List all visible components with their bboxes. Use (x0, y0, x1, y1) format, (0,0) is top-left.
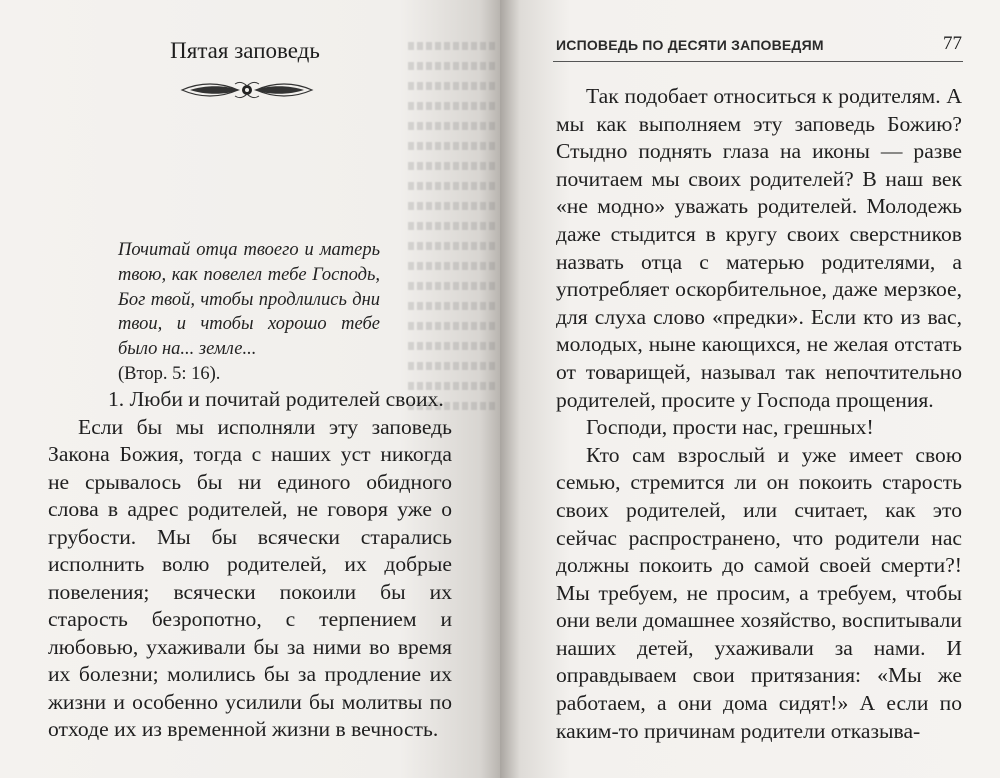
epigraph-text: Почитай отца твоего и матерь твою, как повелел тебе Господь, Бог твой, чтобы продлились дни твои, и чтобы хорошо тебе было на... земле... (118, 240, 380, 360)
epigraph (118, 238, 380, 387)
page-number: 77 (943, 33, 962, 54)
left-body-text (48, 386, 452, 744)
right-body-text (556, 83, 962, 745)
running-head: ИСПОВЕДЬ ПО ДЕСЯТИ ЗАПОВЕДЯМ (556, 37, 824, 53)
chapter-title: Пятая заповедь (170, 38, 320, 63)
paragraph: Кто сам взрослый и уже имеет свою семью, стремится ли он покоить старость своих родителей, или считает, как это сейчас распространено, что родители нас должны покоить до самой своей смерти?! Мы требуем, не просим, а требуем, чтобы они вели домашнее хозяйство, воспитывали наших детей, ухаживали за нами. И оправдываем свои притязания: «Мы же работаем, а они дома сидят!» А если по каким-то причинам родители отказыва- (556, 442, 962, 743)
numbered-heading: 1. Люби и почитай родителей своих. (108, 387, 444, 411)
paragraph: Так подобает относиться к родителям. А мы как выполняем эту заповедь Божию? Стыдно поднять глаза на иконы — разве почитаем мы своих родителей? В наш век «не модно» уважать родителей. Молодежь даже стыдится в кругу своих сверстников назвать отца с матерью родителями, а употребляет оскорбительное, даже мерзкое, для слуха слово «предки». Если кто из вас, молодых, ныне кающихся, не желая отстать от товарищей, называл так непочтительно родителей, просите у Господа прощения. (556, 84, 962, 412)
paragraph: Если бы мы исполняли эту заповедь Закона Божия, тогда с наших уст никогда не срывалось бы ни единого обидного слова в адрес родителей, не говоря уже о грубости. Мы бы всячески старались исполнить волю родителей, их добрые повеления; всячески покоили бы их старость безропотно, с терпением и любовью, ухаживали бы за ними во время их болезни; молились бы за продление их жизни и особенно усилили бы молитвы по отходе их из временной жизни в вечность. (48, 414, 452, 741)
paragraph: Господи, прости нас, грешных! (586, 415, 874, 440)
ornament-divider-icon (180, 80, 314, 100)
header-rule (553, 61, 963, 62)
epigraph-reference: (Втор. 5: 16). (118, 363, 221, 384)
